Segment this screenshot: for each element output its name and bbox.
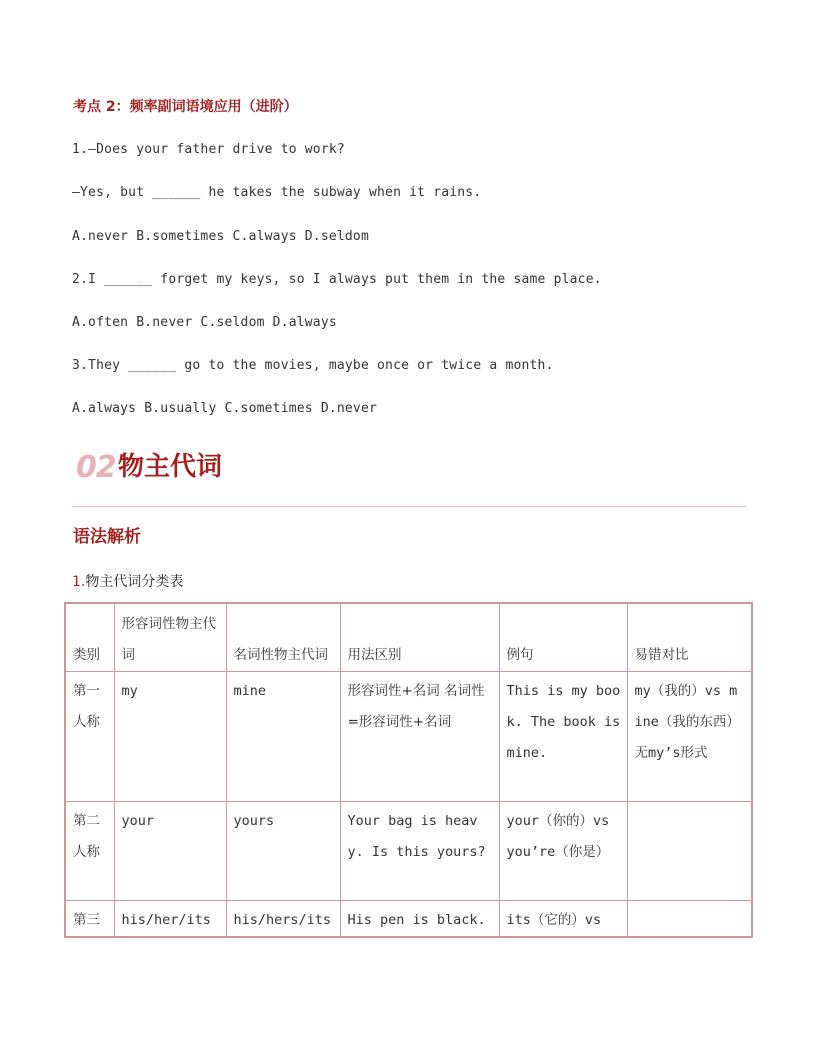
header-example: 例句: [499, 603, 627, 671]
table-header-row: [65, 603, 752, 671]
row-category: 第二人称: [65, 801, 114, 900]
cell-adjective-possessive: my: [114, 671, 226, 801]
cell-noun-possessive: his/hers/its: [226, 900, 340, 937]
question-1-reply: —Yes, but ______ he takes the subway when it rains.: [72, 185, 482, 200]
question-1-stem: 1.—Does your father drive to work?: [72, 142, 345, 157]
section-number: 02: [76, 450, 116, 485]
question-3-stem: 3.They ______ go to the movies, maybe once or twice a month.: [72, 358, 554, 373]
cell-adjective-possessive: his/her/its: [114, 900, 226, 937]
question-3-options: A.always B.usually C.sometimes D.never: [72, 401, 378, 416]
header-noun-possessive: 名词性物主代词: [226, 603, 340, 671]
cell-noun-possessive: mine: [226, 671, 340, 801]
table-caption: [72, 571, 183, 591]
cell-noun-possessive: yours: [226, 801, 340, 900]
question-2-options: A.often B.never C.seldom D.always: [72, 315, 337, 330]
header-usage-difference: 用法区别: [340, 603, 499, 671]
kaodian-title: 考点 2：频率副词语境应用（进阶）: [73, 99, 298, 115]
header-adjective-possessive: 形容词性物主代词: [114, 603, 226, 671]
table-row: [65, 801, 752, 900]
question-2-stem: 2.I ______ forget my keys, so I always put them in the same place.: [72, 272, 602, 287]
cell-adjective-possessive: your: [114, 801, 226, 900]
cell-usage: Your bag is heavy. Is this yours?: [340, 801, 499, 900]
cell-mistake: [627, 900, 752, 937]
cell-usage: 形容词性+名词 名词性=形容词性+名词: [340, 671, 499, 801]
cell-mistake: my（我的）vs mine（我的东西） 无my’s形式: [627, 671, 752, 801]
section-divider: [72, 506, 746, 507]
cell-usage: His pen is black.: [340, 900, 499, 937]
question-1-options: A.never B.sometimes C.always D.seldom: [72, 229, 369, 244]
cell-mistake: [627, 801, 752, 900]
cell-example: its（它的）vs: [499, 900, 627, 937]
table-caption-number: 1.: [72, 574, 86, 590]
table-caption-text: 物主代词分类表: [85, 574, 184, 590]
section-title: 物主代词: [118, 452, 223, 482]
row-category: 第一人称: [65, 671, 114, 801]
cell-example: your（你的）vs you’re（你是）: [499, 801, 627, 900]
cell-example: This is my book. The book is mine.: [499, 671, 627, 801]
possessive-pronoun-table: [64, 602, 753, 938]
row-category: 第三: [65, 900, 114, 937]
table-row: [65, 900, 752, 937]
header-category: 类别: [65, 603, 114, 671]
table-row: [65, 671, 752, 801]
header-common-mistake: 易错对比: [627, 603, 752, 671]
subsection-title: 语法解析: [73, 527, 141, 547]
